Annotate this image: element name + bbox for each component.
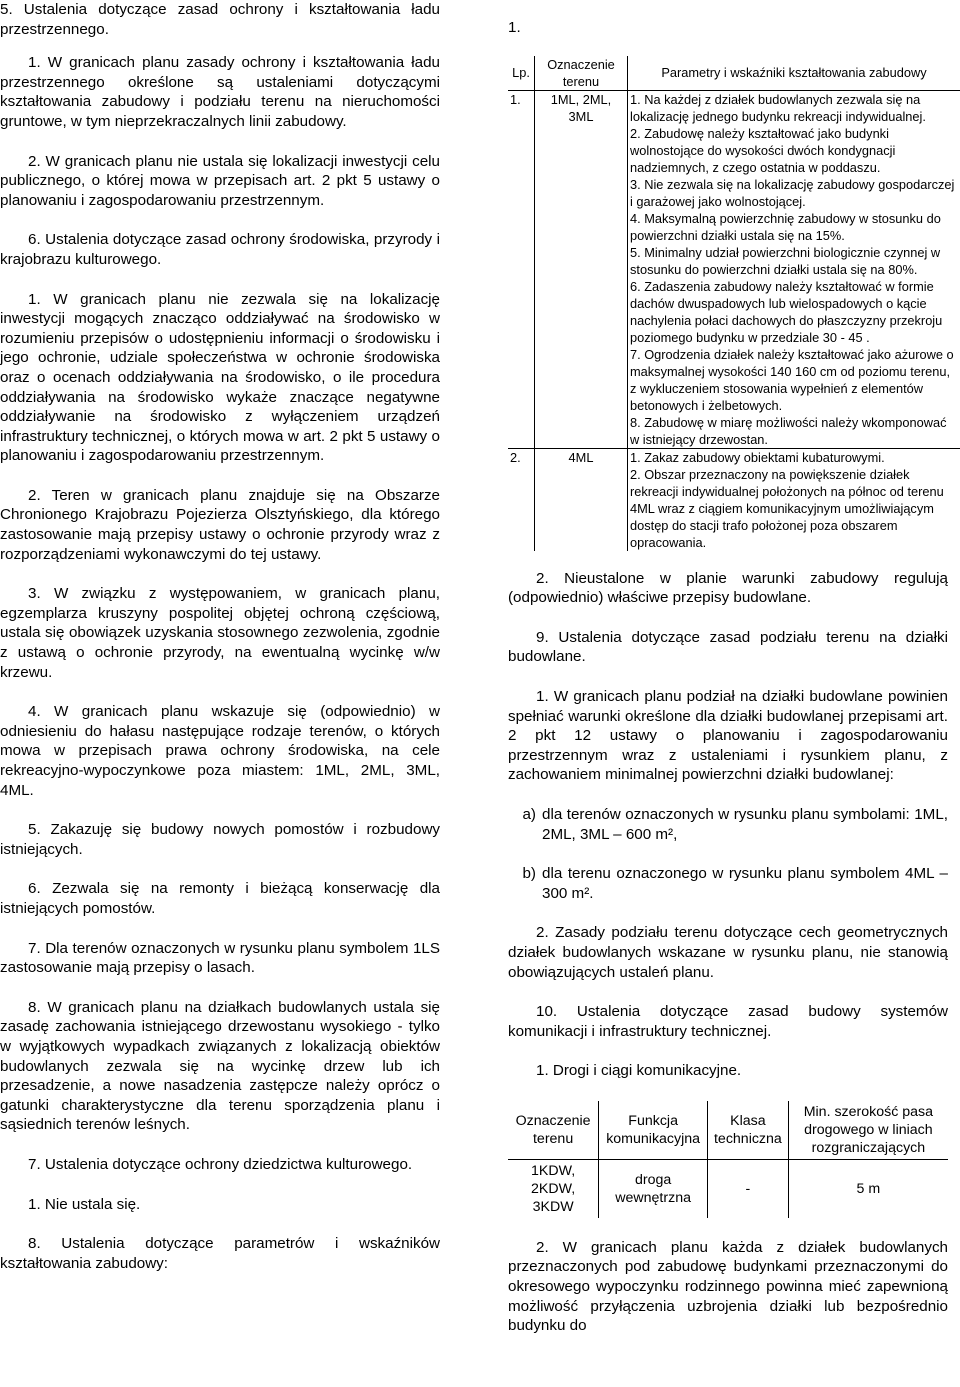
list-item: 1. Zakaz zabudowy obiektami kubaturowymi. bbox=[630, 449, 885, 465]
t1-header-designation: Oznaczenie terenu bbox=[535, 56, 628, 91]
section-7-para-1: 1. Nie ustala się. bbox=[28, 1195, 141, 1213]
section-9-item-b: dla terenu oznaczonego w rysunku planu symbolem 4ML – 300 m². bbox=[542, 865, 948, 902]
section-9-heading: 9. Ustalenia dotyczące zasad podziału terenu na działki budowlane. bbox=[508, 628, 948, 666]
section-10-heading: 10. Ustalenia dotyczące zasad budowy systemów komunikacji i infrastruktury technicznej. bbox=[508, 1003, 948, 1040]
section-8-item-number: 1. bbox=[508, 19, 521, 36]
t1-row2-designation: 4ML bbox=[535, 448, 628, 551]
section-6-para-1: 1. W granicach planu nie zezwala się na lokalizację inwestycji mogących znacząco oddziaływać na środowisko w rozumieniu przepisów o udostępnieniu informacji o środowisku i jego ochronie, udziale społeczeństwa w ochronie środowiska oraz o ocenach oddziaływania na środowisko, o ile procedura oddziaływania na środowisko wykaże znaczące negatywne oddziaływanie na środowisko z wyłączeniem urządzeń infrastruktury technicznej, o których mowa w art. 2 pkt 5 ustawy o planowaniu i zagospodarowaniu przestrzennym. bbox=[0, 290, 440, 465]
section-6-para-4: 4. W granicach planu wskazuje się (odpowiednio) w odniesieniu do hałasu następujące rodzaje terenów, o których mowa w przepisach prawa ochrony środowiska, na cele rekreacyjno-wypoczynkowe poza miastem: 1ML, 2ML, 3ML, 4ML. bbox=[0, 703, 440, 799]
section-9-para-1: 1. W granicach planu podział na działki budowlane powinien spełniać warunki określone dla działki budowlanej przepisami art. 2 pkt 12 ustawy o planowaniu i zagospodarowaniu przestrzennym wraz z ustaleniami i rysunkiem planu, z zachowaniem minimalnej powierzchni działki budowlanej: bbox=[508, 687, 948, 784]
t2-cell-designation: 1KDW, 2KDW, 3KDW bbox=[508, 1159, 599, 1218]
section-9-item-a: dla terenów oznaczonych w rysunku planu symbolami: 1ML, 2ML, 3ML – 600 m², bbox=[542, 805, 948, 843]
section-6-heading: 6. Ustalenia dotyczące zasad ochrony środowiska, przyrody i krajobrazu kulturowego. bbox=[0, 231, 440, 268]
section-6-para-2: 2. Teren w granicach planu znajduje się na Obszarze Chronionego Krajobrazu Pojezierza Olsztyńskiego, dla którego zastosowanie mają przepisy ustawy o ochronie przyrody wraz z rozporządzeniami wykonawczymi do tej ustawy. bbox=[0, 486, 440, 563]
section-6-para-5: 5. Zakazuję się budowy nowych pomostów i rozbudowy istniejących. bbox=[0, 821, 440, 858]
t2-header-class: Klasa techniczna bbox=[708, 1101, 789, 1160]
roads-table bbox=[508, 1101, 948, 1218]
section-5-para-2: 2. W granicach planu nie ustala się lokalizacji inwestycji celu publicznego, o której mowa w przepisach art. 2 pkt 5 ustawy o planowaniu i zagospodarowaniu przestrzennym. bbox=[0, 152, 440, 209]
list-item bbox=[508, 805, 948, 844]
list-item: 7. Ogrodzenia działek należy kształtować jako ażurowe o maksymalnej wysokości 140 160 cm od poziomu terenu, z wykluczeniem stosowania wypełnień z elementów betonowych i żelbetowych. bbox=[630, 346, 954, 413]
list-item: 2. Obszar przeznaczony na powiększenie działek rekreacji indywidualnej położonych na północ od terenu 4ML wraz z ciągiem komunikacyjnym umożliwiającym dostęp do stacji trafo położonej poza obszarem opracowania. bbox=[630, 466, 944, 550]
t2-header-min-width: Min. szerokość pasa drogowego w liniach rozgraniczających bbox=[788, 1101, 948, 1160]
parameters-table bbox=[508, 56, 960, 551]
section-7-heading: 7. Ustalenia dotyczące ochrony dziedzictwa kulturowego. bbox=[28, 1155, 413, 1173]
t2-cell-function: droga wewnętrzna bbox=[599, 1159, 708, 1218]
list-item: 2. Zabudowę należy kształtować jako budynki wolnostojące do wysokości dwóch kondygnacji nadziemnych, z czego ostatnia w poddaszu. bbox=[630, 125, 896, 175]
section-6-para-3: 3. W związku z występowaniem, w granicach planu, egzemplarza kruszyny pospolitej objętej ochroną częściową, ustala się obowiązek uzyskania stosownego zezwolenia, zgodnie z ustawą o ochronie przyrody, na ewentualną wycinkę w/w krzewu. bbox=[0, 585, 440, 681]
t2-header-designation: Oznaczenie terenu bbox=[508, 1101, 599, 1160]
t1-row1-designation: 1ML, 2ML, 3ML bbox=[535, 90, 628, 448]
right-column bbox=[508, 0, 955, 1336]
list-item: 5. Minimalny udział powierzchni biologicznie czynnej w stosunku do powierzchni działki ustala się na 80%. bbox=[630, 244, 941, 277]
section-5-para-1: 1. W granicach planu zasady ochrony i kształtowania ładu przestrzennego określone są ustaleniami dotyczącymi kształtowania zabudowy i podziału terenu na nieruchomości gruntowe, w tym nieprzekraczalnych linii zabudowy. bbox=[0, 54, 440, 130]
section-6-para-7: 7. Dla terenów oznaczonych w rysunku planu symbolem 1LS zastosowanie mają przepisy o lasach. bbox=[0, 939, 440, 977]
list-label-b: b) bbox=[522, 865, 536, 883]
t2-cell-min-width: 5 m bbox=[788, 1159, 948, 1218]
section-10-para-2: 2. W granicach planu każda z działek budowlanych przeznaczonych pod zabudowę budynkami przeznaczonymi do okresowego wypoczynku rodzinnego powinna mieć zapewnioną możliwość przyłączenia uzbrojenia działki lub bezpośrednio budynku do bbox=[508, 1238, 948, 1335]
table-row bbox=[508, 448, 960, 551]
section-6-para-8: 8. W granicach planu na działkach budowlanych ustala się zasadę zachowania istniejącego drzewostanu wysokiego - tylko w wyjątkowych wypadkach związanych z lokalizacją obiektów budowlanych zezwala się na wycinkę drzew lub ich przesadzenie, a nowe nasadzenia zastępcze należy oprócz o gatunki charakterystyczne dla terenu sporządzenia planu i sąsiednich terenów leśnych. bbox=[0, 998, 440, 1134]
list-item: 1. Na każdej z działek budowlanych zezwala się na lokalizację jednego budynku rekreacji indywidualnej. bbox=[630, 91, 926, 124]
section-8-heading: 8. Ustalenia dotyczące parametrów i wskaźników kształtowania zabudowy: bbox=[0, 1235, 440, 1272]
t2-cell-class: - bbox=[708, 1159, 789, 1218]
list-item: 8. Zabudowę w miarę możliwości należy wkomponować w istniejący drzewostan. bbox=[630, 414, 947, 447]
table-row bbox=[508, 90, 960, 448]
left-column bbox=[0, 0, 440, 1273]
t1-row2-parameters bbox=[628, 448, 960, 551]
list-label-a: a) bbox=[522, 805, 536, 823]
t1-header-lp: Lp. bbox=[508, 56, 535, 91]
t1-header-parameters: Parametry i wskaźniki kształtowania zabudowy bbox=[628, 56, 960, 91]
section-10-para-1: 1. Drogi i ciągi komunikacyjne. bbox=[536, 1062, 742, 1080]
t1-row1-parameters bbox=[628, 90, 960, 448]
section-5-heading: 5. Ustalenia dotyczące zasad ochrony i kształtowania ładu przestrzennego. bbox=[0, 1, 440, 38]
section-9-para-2: 2. Zasady podziału terenu dotyczące cech geometrycznych działek budowlanych wskazane w rysunku planu, nie stanowią obowiązujących ustaleń planu. bbox=[508, 924, 948, 981]
t2-header-function: Funkcja komunikacyjna bbox=[599, 1101, 708, 1160]
section-6-para-6: 6. Zezwala się na remonty i bieżącą konserwację dla istniejących pomostów. bbox=[0, 880, 440, 917]
section-8-para-2: 2. Nieustalone w planie warunki zabudowy regulują (odpowiednio) właściwe przepisy budowlane. bbox=[508, 569, 948, 607]
table-row bbox=[508, 1159, 948, 1218]
list-item: 3. Nie zezwala się na lokalizację zabudowy gospodarczej i garażowej jako wolnostojącej. bbox=[630, 176, 955, 209]
list-item: 4. Maksymalną powierzchnię zabudowy w stosunku do powierzchni działki ustala się na 15%. bbox=[630, 210, 941, 243]
list-item: 6. Zadaszenia zabudowy należy kształtować w formie dachów dwuspadowych lub wielospadowych o kącie nachylenia połaci dachowych do płaszczyzny przekroju poziomego budynku w przedziale 30 - 45 . bbox=[630, 278, 943, 345]
t1-row1-lp: 1. bbox=[508, 90, 535, 448]
t1-row2-lp: 2. bbox=[508, 448, 535, 551]
list-item bbox=[508, 864, 948, 903]
